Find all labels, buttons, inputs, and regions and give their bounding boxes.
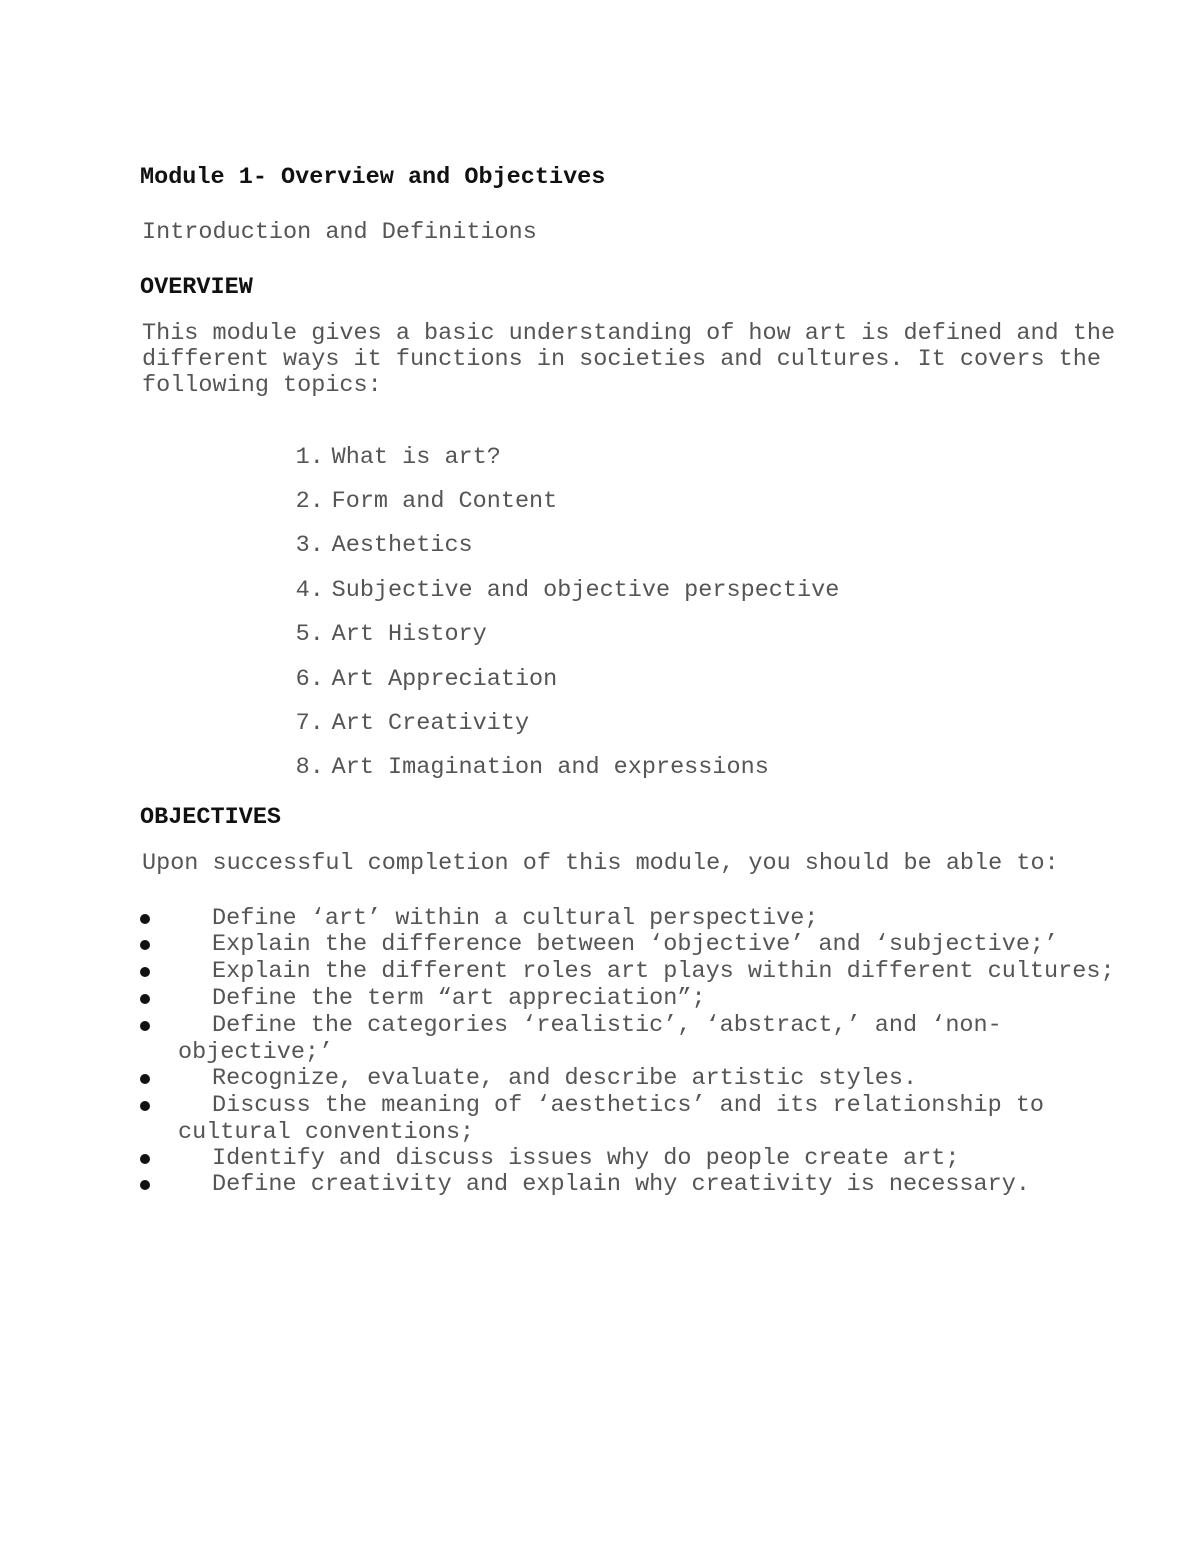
page-subtitle: Introduction and Definitions [142, 219, 537, 246]
list-item-text: Aesthetics [331, 532, 473, 559]
list-item-text: What is art? [331, 444, 501, 471]
list-item [140, 1171, 1030, 1279]
list-item [211, 729, 769, 807]
bullet-text-continued: objective;’ [178, 1038, 334, 1066]
bullet-icon [140, 1180, 150, 1190]
overview-heading: OVERVIEW [140, 274, 253, 301]
list-item-number: 3. [295, 532, 324, 559]
list-item-text: Subjective and objective perspective [331, 577, 840, 604]
list-item-number: 6. [295, 666, 324, 693]
bullet-text: Define creativity and explain why creativity is necessary. [212, 1171, 1030, 1198]
list-item-number: 7. [295, 710, 324, 737]
list-item-number: 8. [295, 754, 324, 781]
bullet-text: Define the term “art appreciation”; [212, 985, 706, 1012]
objectives-heading: OBJECTIVES [140, 804, 282, 831]
bullet-text: Explain the difference between ‘objective’ and ‘subjective;’ [212, 931, 1059, 958]
bullet-icon [140, 914, 150, 924]
bullet-icon [140, 1074, 150, 1084]
bullet-icon [140, 940, 150, 950]
bullet-text: Define ‘art’ within a cultural perspective; [212, 905, 819, 932]
bullet-text: Discuss the meaning of ‘aesthetics’ and its relationship to [212, 1092, 1045, 1119]
page-title: Module 1- Overview and Objectives [140, 164, 606, 191]
list-item-number: 1. [295, 444, 324, 471]
list-item-number: 2. [295, 488, 324, 515]
bullet-icon [140, 994, 150, 1004]
bullet-text: Identify and discuss issues why do people create art; [212, 1145, 960, 1172]
list-item-text: Form and Content [331, 488, 558, 515]
bullet-icon [140, 1101, 150, 1111]
objectives-intro: Upon successful completion of this module, you should be able to: [142, 850, 1059, 877]
list-item-text: Art Appreciation [331, 666, 558, 693]
bullet-text: Explain the different roles art plays within different cultures; [212, 958, 1115, 985]
overview-paragraph: This module gives a basic understanding of how art is defined and the different ways it functions in societies and cultures. It covers the following topics: [142, 320, 1116, 400]
bullet-text-continued: cultural conventions; [178, 1118, 475, 1146]
bullet-icon [140, 1154, 150, 1164]
list-item-text: Art Creativity [331, 710, 530, 737]
bullet-text: Recognize, evaluate, and describe artistic styles. [212, 1065, 918, 1092]
bullet-icon [140, 1021, 150, 1031]
list-item-text: Art Imagination and expressions [331, 754, 769, 781]
bullet-icon [140, 967, 150, 977]
bullet-text: Define the categories ‘realistic’, ‘abstract,’ and ‘non- [212, 1012, 1002, 1039]
list-item-text: Art History [331, 621, 487, 648]
list-item-number: 5. [295, 621, 324, 648]
list-item-number: 4. [295, 577, 324, 604]
